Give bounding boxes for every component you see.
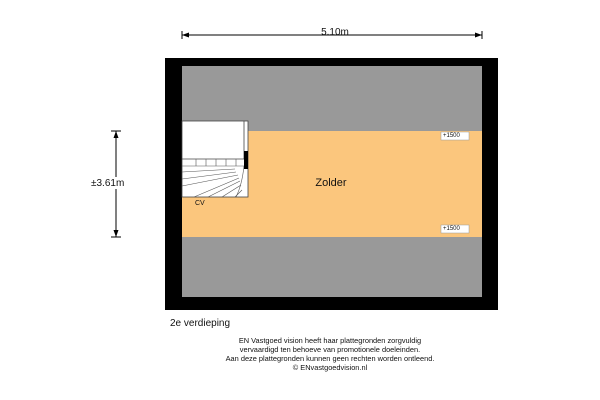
- height-marker-top: +1500: [443, 133, 460, 139]
- boiler-label: CV: [195, 200, 205, 207]
- floor-name: 2e verdieping: [170, 318, 231, 329]
- disclaimer-line-3: Aan deze plattegronden kunnen geen rechten worden ontleend.: [225, 354, 435, 363]
- disclaimer-line-2: vervaardigd ten behoeve van promotionele doeleinden.: [239, 345, 421, 354]
- staircase: [182, 121, 248, 197]
- room-name: Zolder: [315, 177, 347, 189]
- height-dimension-label: ±3.61m: [91, 178, 125, 189]
- disclaimer-line-1: EN Vastgoed vision heeft haar plattegronden zorgvuldig: [238, 336, 422, 345]
- disclaimer-line-4: © ENvastgoedvision.nl: [292, 363, 368, 372]
- width-arrow-left: [182, 33, 189, 38]
- width-arrow-right: [475, 33, 482, 38]
- width-dimension-label: 5.10m: [321, 27, 349, 38]
- height-marker-bottom: +1500: [443, 226, 460, 232]
- height-arrow-top: [114, 131, 119, 138]
- height-arrow-bottom: [114, 230, 119, 237]
